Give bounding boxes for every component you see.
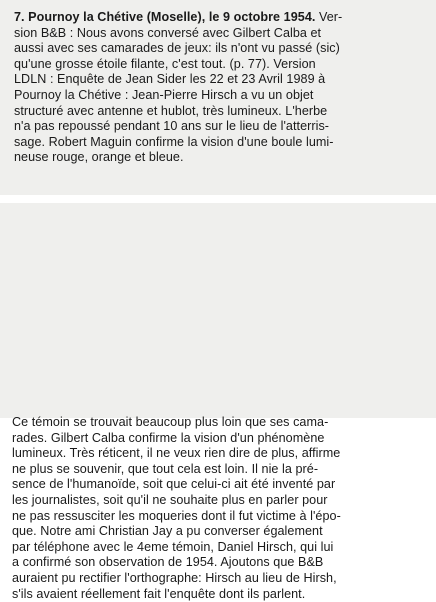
text-line: auraient pu rectifier l'orthographe: Hirsch au lieu de Hirsh, — [12, 570, 337, 585]
heading-continuation: Ver- — [315, 10, 343, 24]
text-line: les journalistes, soit qu'il ne souhaite plus en parler pour — [12, 492, 328, 507]
text-line: LDLN : Enquête de Jean Sider les 22 et 23 Avril 1989 à — [14, 72, 326, 87]
text-line: a confirmé son observation de 1954. Ajoutons que B&B — [12, 555, 324, 570]
text-line: lumineux. Très réticent, il ne veux rien dire de plus, affirme — [12, 446, 341, 461]
top-text-block — [0, 0, 436, 195]
text-line: sence de l'humanoïde, soit que celui-ci ait été inventé par — [12, 477, 336, 492]
text-line: s'ils avaient réellement fait l'enquête dont ils parlent. — [12, 586, 306, 601]
paragraph-pournoy — [14, 10, 342, 166]
text-line: n'a pas repoussé pendant 10 ans sur le lieu de l'atterris- — [14, 119, 330, 134]
text-line: rades. Gilbert Calba confirme la vision d'un phénomène — [12, 430, 325, 445]
text-line: sage. Robert Maguin confirme la vision d'une boule lumi- — [14, 134, 334, 149]
text-line: ne pas ressusciter les moqueries dont il fut victime à l'épo- — [12, 508, 341, 523]
item-number: 7. — [14, 10, 25, 24]
block-separator — [0, 195, 436, 203]
text-line: Pournoy la Chétive : Jean-Pierre Hirsch a vu un objet — [14, 87, 314, 102]
item-heading: Pournoy la Chétive (Moselle), le 9 octobre 1954. — [28, 10, 316, 24]
text-line: qu'une grosse étoile filante, c'est tout. (p. 77). Version — [14, 56, 316, 71]
text-line: ne plus se souvenir, que tout cela est loin. Il nie la pré- — [12, 461, 319, 476]
text-line: par téléphone avec le 4eme témoin, Daniel Hirsch, qui lui — [12, 539, 334, 554]
heading-line — [14, 10, 342, 26]
text-line: structuré avec antenne et hublot, très lumineux. L'herbe — [14, 103, 328, 118]
text-line: que. Notre ami Christian Jay a pu converser également — [12, 524, 323, 539]
bottom-text-block — [0, 203, 436, 601]
text-line: sion B&B : Nous avons conversé avec Gilbert Calba et — [14, 25, 322, 40]
paragraph-temoin — [12, 415, 341, 602]
text-line: Ce témoin se trouvait beaucoup plus loin que ses cama- — [12, 415, 329, 429]
text-line: neuse rouge, orange et bleue. — [14, 150, 184, 165]
text-line: aussi avec ses camarades de jeux: ils n'ont vu passé (sic) — [14, 41, 340, 56]
